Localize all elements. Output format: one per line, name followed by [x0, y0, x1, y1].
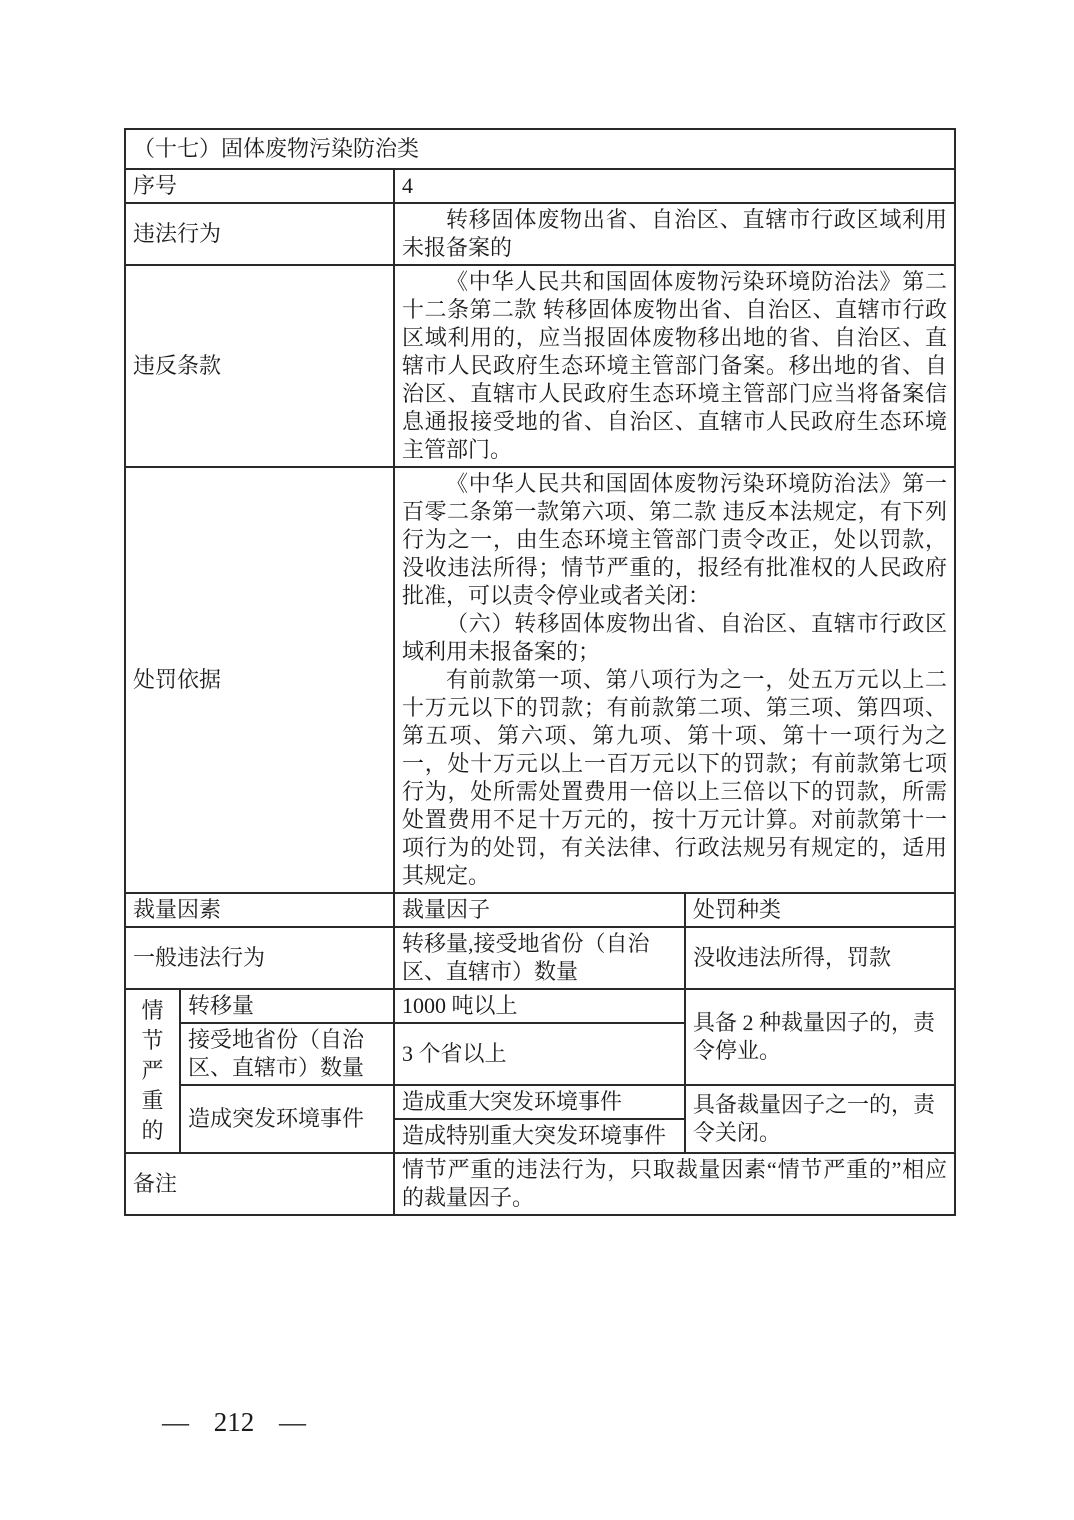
general-violation-label: 一般违法行为	[125, 927, 394, 989]
penalty-type-header: 处罚种类	[685, 893, 955, 927]
remark-text: 情节严重的违法行为，只取裁量因素“情节严重的”相应的裁量因子。	[402, 1157, 948, 1210]
factor-header: 裁量因素	[125, 893, 394, 927]
serious-violation-label-cell	[125, 989, 180, 1153]
serious-incident-threshold-extreme: 造成特别重大突发环境事件	[394, 1119, 685, 1153]
serious-incident-threshold-major: 造成重大突发环境事件	[394, 1085, 685, 1119]
violated-clause-label: 违反条款	[125, 265, 394, 467]
remark-value	[394, 1153, 955, 1215]
serious-penalty-one-factor: 具备裁量因子之一的，责令关闭。	[685, 1085, 955, 1153]
penalty-basis-paragraph-2: （六）转移固体废物出省、自治区、直辖市行政区域利用未报备案的；	[402, 611, 948, 664]
serial-value: 4	[394, 169, 955, 203]
violated-clause-text: 《中华人民共和国固体废物污染环境防治法》第二十二条第二款 转移固体废物出省、自治区、直辖市行政区域利用的，应当报固体废物移出地的省、自治区、直辖市人民政府生态环境主管部门备案。移出地的省、自治区、直辖市人民政府生态环境主管部门应当将备案信息通报接受地的省、自治区、直辖市人民政府生态环境主管部门。	[402, 269, 948, 462]
category-title: （十七）固体废物污染防治类	[125, 129, 955, 169]
penalty-basis-value	[394, 467, 955, 893]
serious-provinces-threshold: 3 个省以上	[394, 1023, 685, 1085]
serious-transfer-threshold: 1000 吨以上	[394, 989, 685, 1023]
general-violation-sub-factor: 转移量,接受地省份（自治区、直辖市）数量	[394, 927, 685, 989]
serious-penalty-two-factors: 具备 2 种裁量因子的，责令停业。	[685, 989, 955, 1085]
serious-violation-label: 情节严重的	[141, 998, 164, 1143]
serious-transfer-factor: 转移量	[180, 989, 394, 1023]
general-violation-penalty: 没收违法所得，罚款	[685, 927, 955, 989]
penalty-basis-paragraph-3: 有前款第一项、第八项行为之一，处五万元以上二十万元以下的罚款；有前款第二项、第三项、第四项、第五项、第六项、第九项、第十项、第十一项行为之一，处十万元以上一百万元以下的罚款；有前款第七项行为，处所需处置费用一倍以上三倍以下的罚款，所需处置费用不足十万元的，按十万元计算。对前款第十一项行为的处罚，有关法律、行政法规另有规定的，适用其规定。	[402, 667, 948, 888]
remark-label: 备注	[125, 1153, 394, 1215]
penalty-discretion-table	[124, 128, 956, 1216]
sub-factor-header: 裁量因子	[394, 893, 685, 927]
illegal-act-value	[394, 203, 955, 265]
penalty-basis-label: 处罚依据	[125, 467, 394, 893]
page-number: — 212 —	[162, 1407, 306, 1437]
penalty-basis-paragraph-1: 《中华人民共和国固体废物污染环境防治法》第一百零二条第一款第六项、第二款 违反本法规定，有下列行为之一，由生态环境主管部门责令改正，处以罚款，没收违法所得；情节严重的，报经有批准权的人民政府批准，可以责令停业或者关闭：	[402, 471, 948, 608]
violated-clause-value	[394, 265, 955, 467]
serious-incident-factor: 造成突发环境事件	[180, 1085, 394, 1153]
serial-label: 序号	[125, 169, 394, 203]
illegal-act-text: 转移固体废物出省、自治区、直辖市行政区域利用未报备案的	[402, 207, 948, 260]
illegal-act-label: 违法行为	[125, 203, 394, 265]
serious-provinces-factor: 接受地省份（自治区、直辖市）数量	[180, 1023, 394, 1085]
